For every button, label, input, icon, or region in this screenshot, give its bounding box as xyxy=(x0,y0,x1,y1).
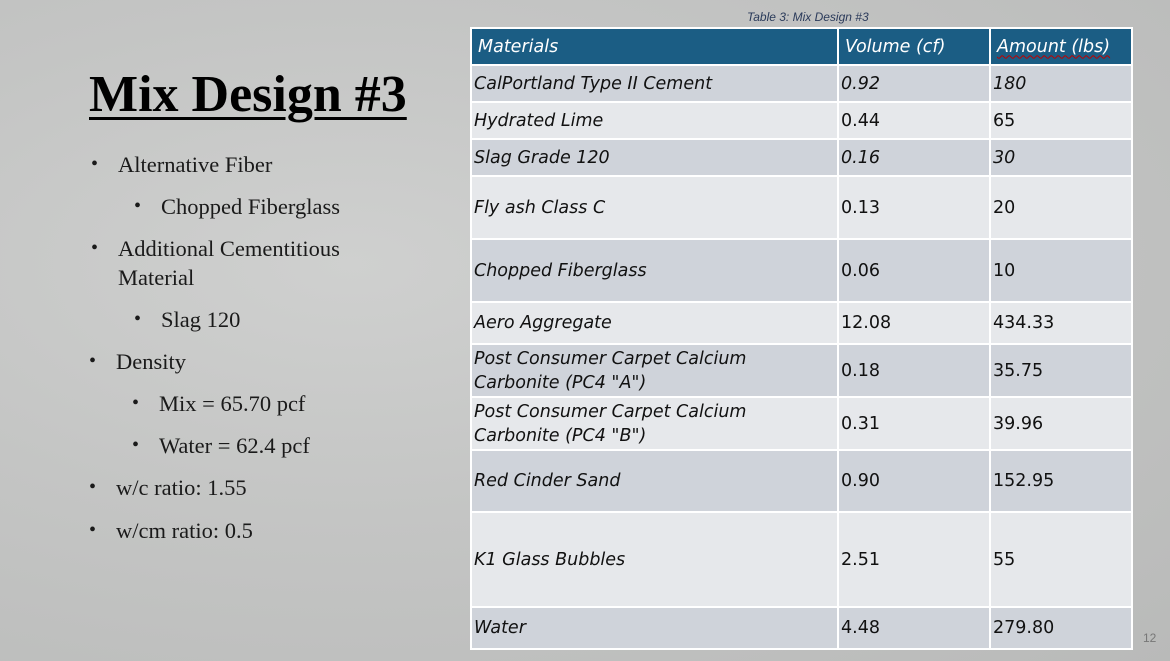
bullet-item xyxy=(89,473,247,502)
table-header-row xyxy=(471,28,1132,65)
amount-cell: 20 xyxy=(990,176,1132,239)
table-row xyxy=(471,344,1132,397)
material-cell: Chopped Fiberglass xyxy=(471,239,838,302)
bullet-dot-icon: • xyxy=(132,392,140,414)
amount-cell: 65 xyxy=(990,102,1132,139)
table-row xyxy=(471,65,1132,102)
volume-cell: 12.08 xyxy=(838,302,990,344)
amount-cell: 180 xyxy=(990,65,1132,102)
volume-cell: 0.06 xyxy=(838,239,990,302)
bullet-dot-icon: • xyxy=(134,195,142,217)
amount-cell: 434.33 xyxy=(990,302,1132,344)
volume-cell: 0.31 xyxy=(838,397,990,450)
table-row xyxy=(471,139,1132,176)
table-caption: Table 3: Mix Design #3 xyxy=(747,10,869,24)
bullet-dot-icon: • xyxy=(91,237,99,259)
bullet-dot-icon: • xyxy=(132,434,140,456)
table-row xyxy=(471,302,1132,344)
table-row xyxy=(471,450,1132,512)
volume-cell: 0.18 xyxy=(838,344,990,397)
column-header-volume: Volume (cf) xyxy=(838,28,990,65)
volume-cell: 0.90 xyxy=(838,450,990,512)
volume-cell: 0.16 xyxy=(838,139,990,176)
volume-cell: 0.13 xyxy=(838,176,990,239)
bullet-dot-icon: • xyxy=(91,153,99,175)
material-cell: Slag Grade 120 xyxy=(471,139,838,176)
column-header-amount xyxy=(990,28,1132,65)
bullet-item xyxy=(134,192,340,221)
slide-number: 12 xyxy=(1143,631,1157,645)
material-cell: Water xyxy=(471,607,838,649)
bullet-dot-icon: • xyxy=(134,308,142,330)
table-row xyxy=(471,512,1132,607)
bullet-text: Additional Cementitious xyxy=(118,236,340,261)
bullet-text: Density xyxy=(116,349,186,374)
amount-cell: 279.80 xyxy=(990,607,1132,649)
bullet-dot-icon: • xyxy=(89,519,97,541)
material-cell: Aero Aggregate xyxy=(471,302,838,344)
bullet-text: Chopped Fiberglass xyxy=(161,194,340,219)
table-row xyxy=(471,397,1132,450)
amount-header-text: Amount (lbs) xyxy=(997,36,1111,57)
bullet-item xyxy=(89,516,253,545)
material-cell: Post Consumer Carpet Calcium Carbonite (PC4 "B") xyxy=(471,397,838,450)
amount-cell: 55 xyxy=(990,512,1132,607)
amount-cell: 10 xyxy=(990,239,1132,302)
table-row xyxy=(471,102,1132,139)
material-cell: Post Consumer Carpet Calcium Carbonite (PC4 "A") xyxy=(471,344,838,397)
volume-cell: 4.48 xyxy=(838,607,990,649)
bullet-item xyxy=(134,305,241,334)
bullet-text: Alternative Fiber xyxy=(118,152,273,177)
bullet-text: Material xyxy=(118,265,195,290)
bullet-item xyxy=(132,389,306,418)
bullet-item xyxy=(89,347,186,376)
material-cell: Fly ash Class C xyxy=(471,176,838,239)
volume-cell: 0.44 xyxy=(838,102,990,139)
table-row xyxy=(471,607,1132,649)
volume-cell: 0.92 xyxy=(838,65,990,102)
bullet-continuation xyxy=(118,263,194,292)
bullet-item xyxy=(132,431,310,460)
amount-cell: 35.75 xyxy=(990,344,1132,397)
bullet-dot-icon: • xyxy=(89,476,97,498)
bullet-text: Slag 120 xyxy=(161,307,241,332)
material-cell: CalPortland Type II Cement xyxy=(471,65,838,102)
bullet-text: Mix = 65.70 pcf xyxy=(159,391,306,416)
bullet-text: w/cm ratio: 0.5 xyxy=(116,518,253,543)
volume-cell: 2.51 xyxy=(838,512,990,607)
slide-title: Mix Design #3 xyxy=(89,66,407,123)
column-header-materials: Materials xyxy=(471,28,838,65)
amount-cell: 152.95 xyxy=(990,450,1132,512)
material-cell: Red Cinder Sand xyxy=(471,450,838,512)
bullet-text: w/c ratio: 1.55 xyxy=(116,475,247,500)
bullet-text: Water = 62.4 pcf xyxy=(159,433,310,458)
material-cell: K1 Glass Bubbles xyxy=(471,512,838,607)
material-cell: Hydrated Lime xyxy=(471,102,838,139)
bullet-dot-icon: • xyxy=(89,350,97,372)
table-row xyxy=(471,176,1132,239)
table-row xyxy=(471,239,1132,302)
bullet-item xyxy=(91,150,273,179)
mix-design-table xyxy=(470,27,1133,650)
amount-cell: 39.96 xyxy=(990,397,1132,450)
bullet-item xyxy=(91,234,340,263)
amount-cell: 30 xyxy=(990,139,1132,176)
